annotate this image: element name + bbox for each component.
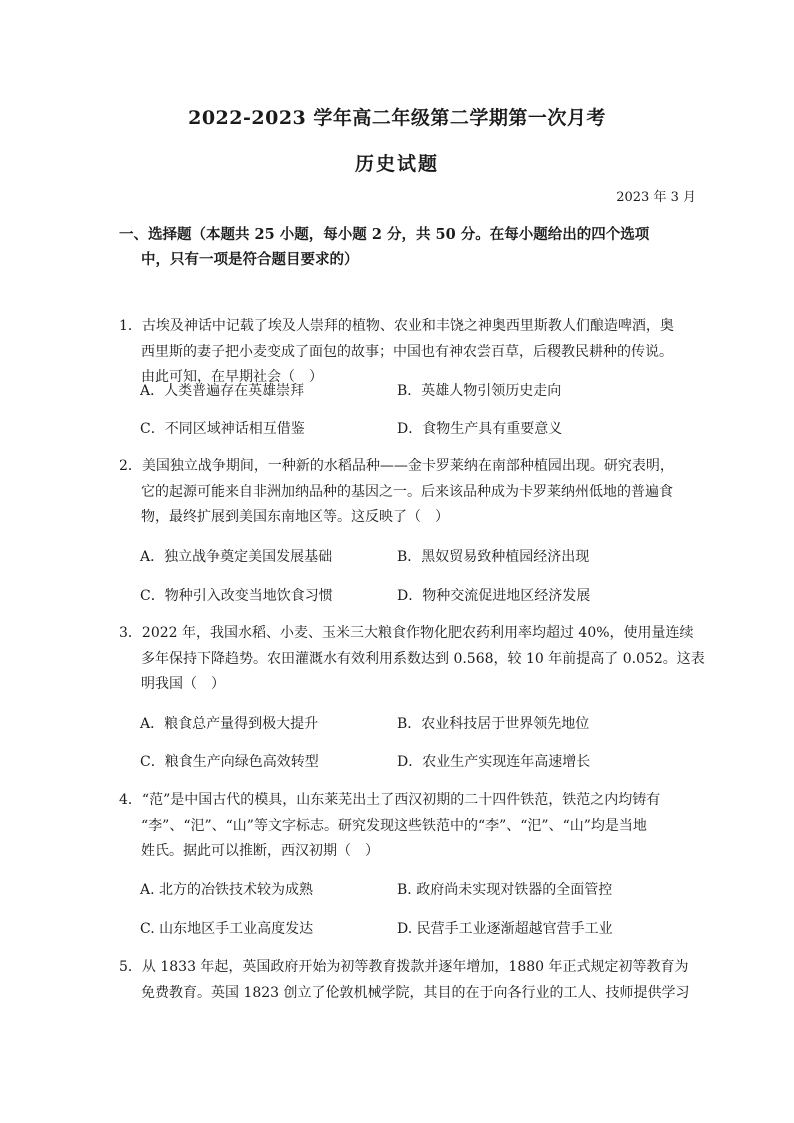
question-text-line: 它的起源可能来自非洲加纳品种的基因之一。后来该品种成为卡罗莱纳州低地的普遍食	[141, 483, 673, 500]
exam-date: 2023 年 3 月	[616, 190, 696, 205]
question-text-line: “李”、“汜”、“山”等文字标志。研究发现这些铁范中的“李”、“汜”、“山”均是当地	[141, 817, 647, 834]
question-text-line: 物，最终扩展到美国东南地区等。这反映了（ ）	[141, 509, 449, 525]
question-3	[119, 621, 705, 698]
question-text-line: 2．美国独立战争期间，一种新的水稻品种——金卡罗莱纳在南部种植园出现。研究表明，	[119, 458, 674, 474]
question-text-line: 明我国（ ）	[141, 676, 225, 692]
question-3-options-row	[140, 751, 660, 771]
question-text-line: 5．从 1833 年起，英国政府开始为初等教育拨款并逐年增加，1880 年正式规定初等教育为	[119, 959, 689, 975]
question-2-options-row	[140, 546, 660, 566]
question-text-line: 免费教育。英国 1823 创立了伦敦机械学院，其目的在于向各行业的工人、技师提供学习	[141, 984, 690, 1001]
option-b[interactable]: B．农业科技居于世界领先地位	[397, 716, 590, 732]
option-c[interactable]: C．不同区域神话相互借鉴	[140, 421, 305, 437]
question-text-line: 3．2022 年，我国水稻、小麦、玉米三大粮食作物化肥农药利用率均超过 40%，使用量连续	[119, 625, 694, 641]
option-d[interactable]: D. 民营手工业逐渐超越官营手工业	[397, 921, 613, 937]
section-heading-line: 中，只有一项是符合题目要求的）	[141, 251, 359, 268]
option-c[interactable]: C．物种引入改变当地饮食习惯	[140, 588, 333, 604]
question-text-line: 多年保持下降趋势。农田灌溉水有效利用系数达到 0.568，较 10 年前提高了 0.052。这表	[141, 650, 705, 667]
page-title: 2022-2023 学年高二年级第二学期第一次月考	[188, 107, 606, 129]
question-text-line: 4．“范”是中国古代的模具，山东莱芜出土了西汉初期的二十四件铁范，铁范之内均铸有	[119, 792, 661, 808]
option-c[interactable]: C．粮食生产向绿色高效转型	[140, 754, 319, 770]
option-b[interactable]: B．黑奴贸易致种植园经济出现	[397, 549, 590, 565]
question-4	[119, 788, 679, 865]
question-text-line: 1．古埃及神话中记载了埃及人崇拜的植物、农业和丰饶之神奥西里斯教人们酿造啤酒，奥	[119, 318, 674, 334]
question-1-options-row	[140, 418, 660, 438]
question-3-options-row	[140, 713, 660, 733]
option-d[interactable]: D．食物生产具有重要意义	[397, 421, 563, 437]
question-text-line: 西里斯的妻子把小麦变成了面包的故事；中国也有神农尝百草，后稷教民耕种的传说。	[141, 343, 673, 360]
option-b[interactable]: B. 政府尚未实现对铁器的全面管控	[397, 882, 613, 898]
option-d[interactable]: D．物种交流促进地区经济发展	[397, 588, 591, 604]
question-1-options-row	[140, 380, 660, 400]
option-a[interactable]: A．独立战争奠定美国发展基础	[140, 549, 333, 565]
page-subtitle: 历史试题	[354, 153, 439, 175]
question-text-line: 由此可知，在早期社会（ ）	[141, 369, 323, 385]
question-4-options-row	[140, 879, 660, 899]
question-5	[119, 955, 690, 1006]
option-d[interactable]: D．农业生产实现连年高速增长	[397, 754, 591, 770]
option-b[interactable]: B．英雄人物引领历史走向	[397, 383, 562, 399]
question-2-options-row	[140, 585, 660, 605]
question-text-line: 姓氏。据此可以推断，西汉初期（ ）	[141, 843, 379, 859]
section-heading	[119, 222, 679, 272]
option-a[interactable]: A．粮食总产量得到极大提升	[140, 716, 319, 732]
section-heading-line: 一、选择题（本题共 25 小题，每小题 2 分，共 50 分。在每小题给出的四个选项	[119, 226, 650, 243]
option-a[interactable]: A. 北方的冶铁技术较为成熟	[140, 882, 314, 898]
question-2	[119, 454, 679, 531]
question-4-options-row	[140, 918, 660, 938]
option-a[interactable]: A．人类普遍存在英雄崇拜	[140, 383, 305, 399]
option-c[interactable]: C. 山东地区手工业高度发达	[140, 921, 314, 937]
